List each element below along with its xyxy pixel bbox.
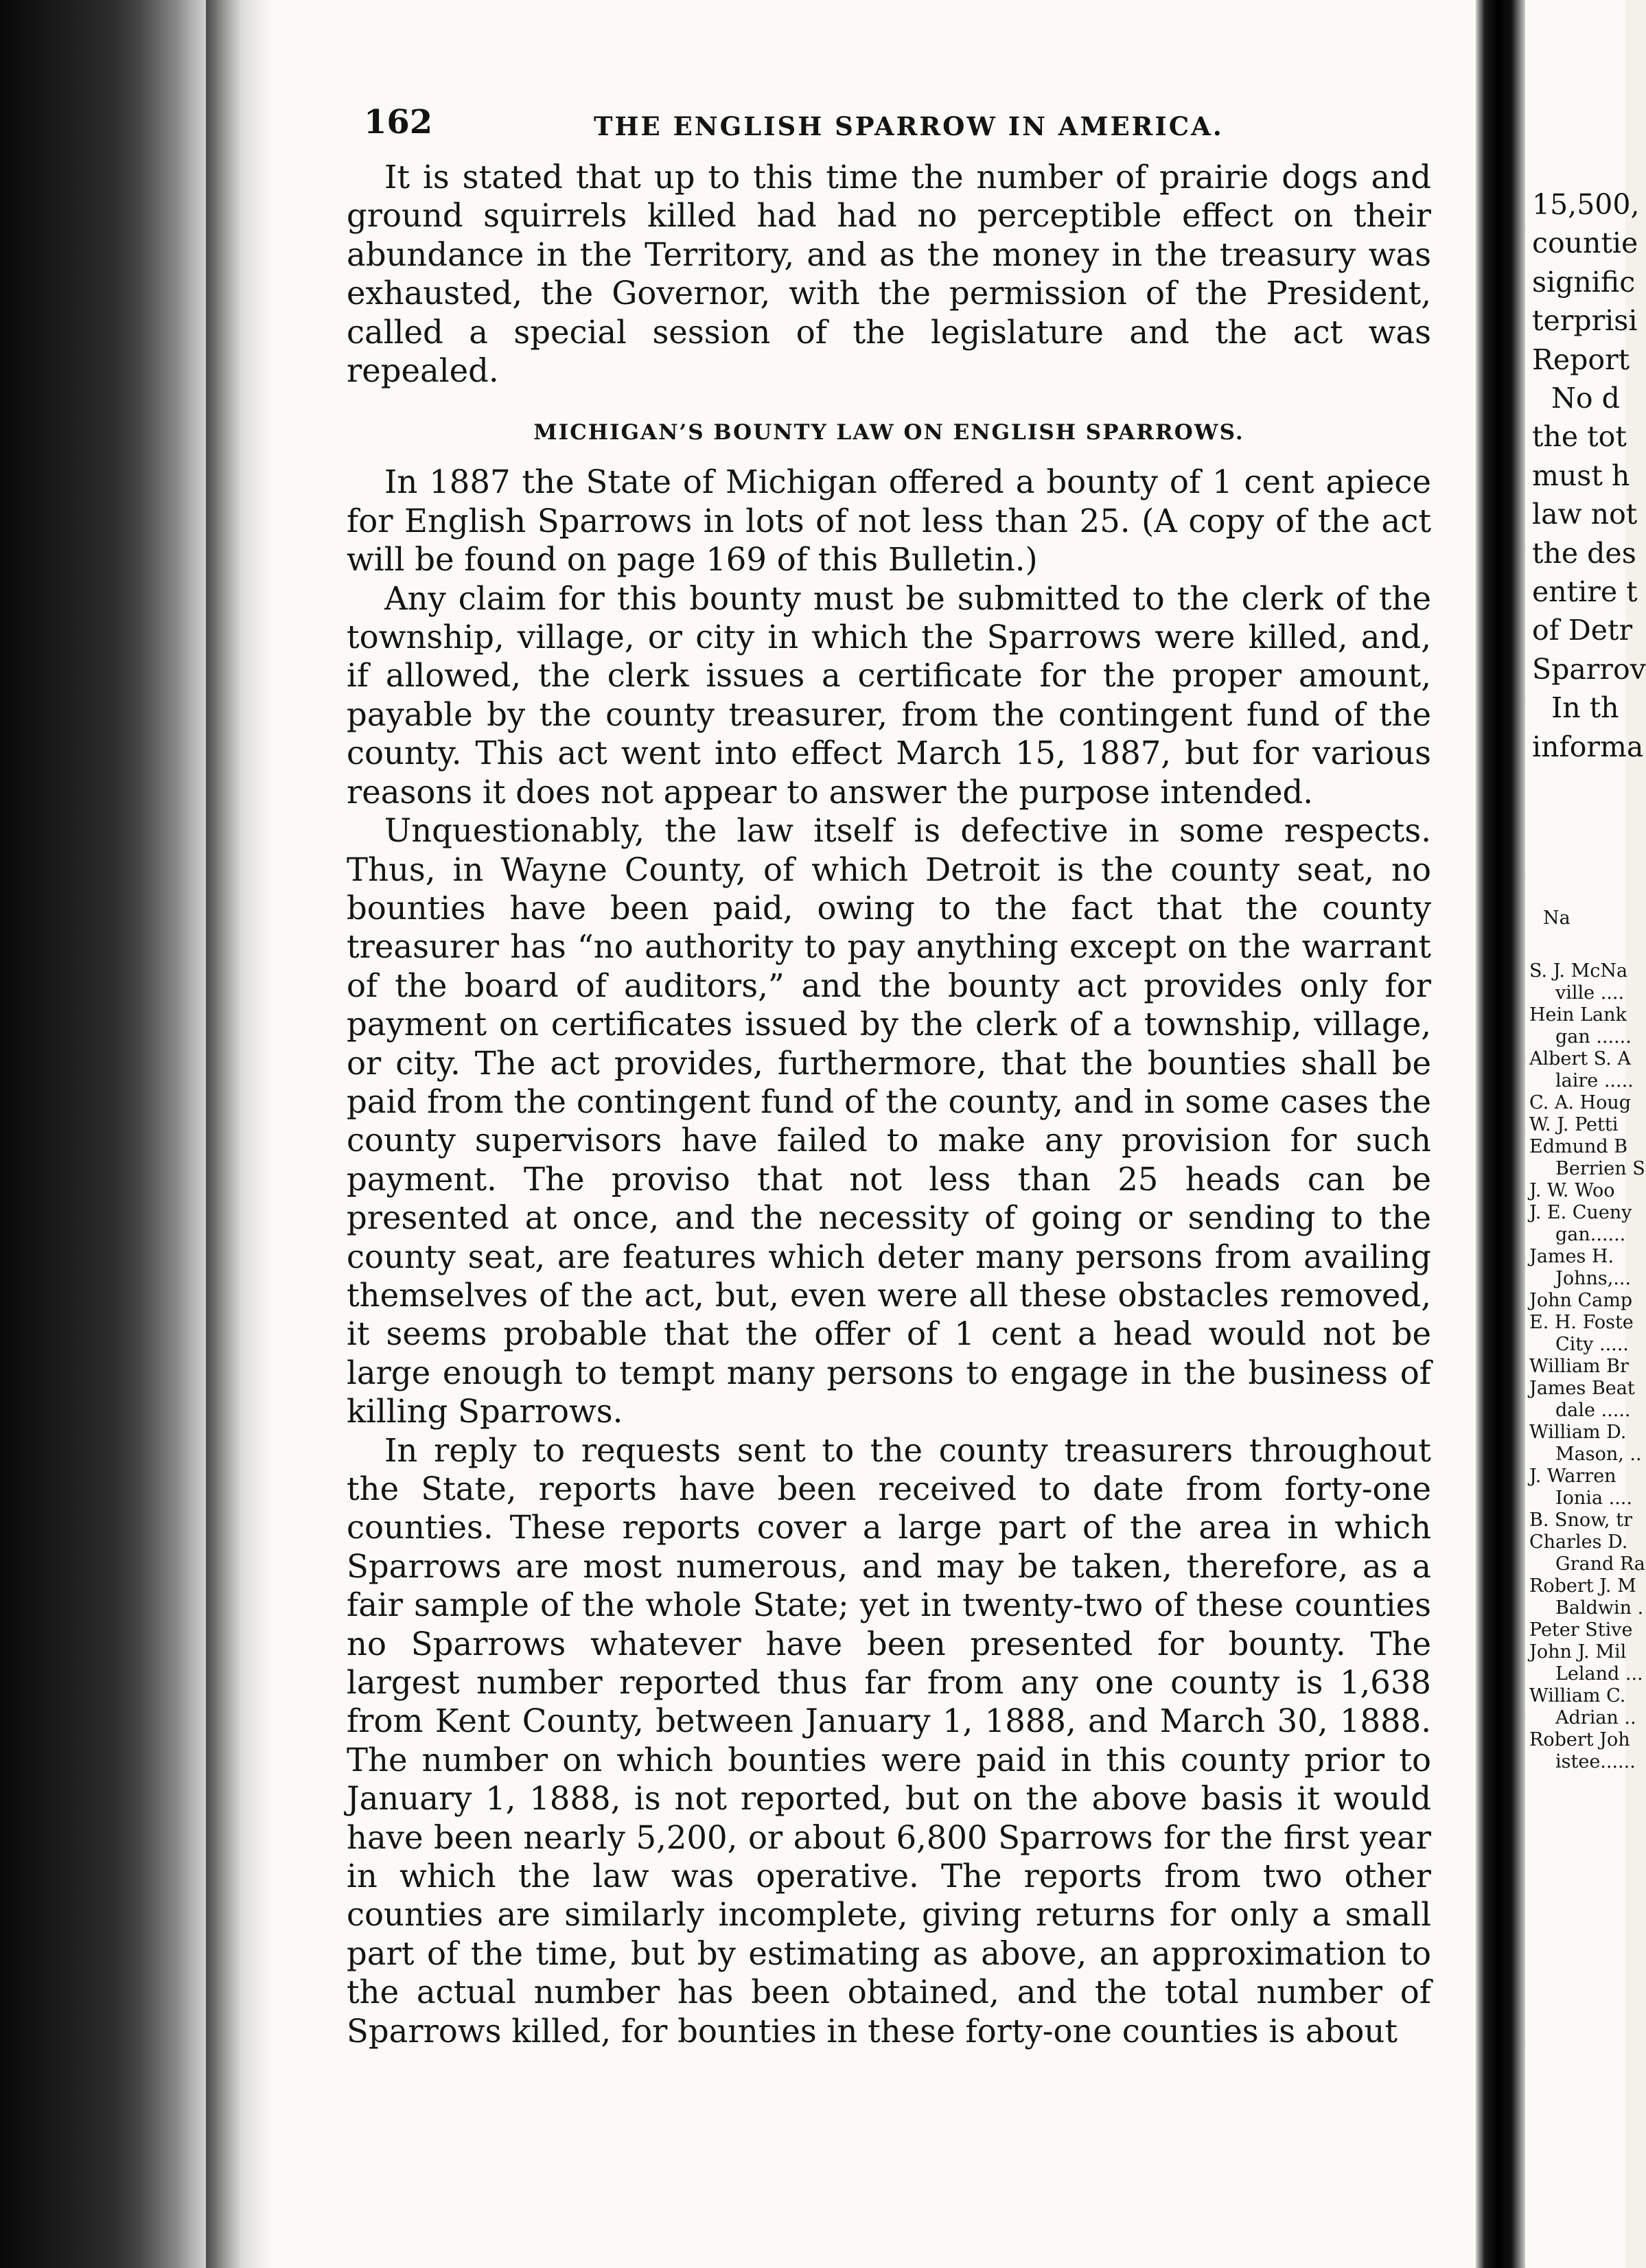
table-row-continuation: Berrien S <box>1555 1158 1645 1179</box>
table-row: B. Snow, tr <box>1529 1509 1632 1531</box>
table-row: W. J. Petti <box>1529 1114 1619 1135</box>
right-page-line: entire t <box>1532 575 1638 609</box>
table-row: S. J. McNa <box>1529 960 1628 982</box>
table-row: William Br <box>1529 1356 1629 1377</box>
table-row: Edmund B <box>1529 1136 1628 1157</box>
right-page-line: No d <box>1551 382 1620 415</box>
table-row: Robert J. M <box>1529 1575 1636 1597</box>
page-number: 162 <box>364 103 433 141</box>
table-row-continuation: Ionia .... <box>1555 1488 1632 1509</box>
table-row: John Camp <box>1529 1290 1633 1311</box>
table-body <box>1529 960 1645 1773</box>
table-row-continuation: Leland ... <box>1555 1663 1643 1685</box>
table-row: E. H. Foste <box>1529 1312 1634 1333</box>
right-page-line: Sparrov <box>1532 652 1646 686</box>
table-row-continuation: gan...... <box>1555 1224 1626 1245</box>
right-page-line: Report <box>1532 343 1630 376</box>
right-page-line: law not <box>1532 498 1638 531</box>
table-row-continuation: Adrian .. <box>1555 1707 1636 1728</box>
table-row: James H. <box>1529 1246 1614 1267</box>
paragraph-4: In reply to requests sent to the county treasurers throughout the State, reports have been received to date from forty-one counties. These reports cover a large part of the area in which Sparrows are most numerous, and may be taken, therefore, as a fair sample of the whole State; yet in twenty-two of these counties no Sparrows whatever have been presented for bounty. The largest number reported thus far from any one county is 1,638 from Kent County, between January 1, 1888, and March 30, 1888. The number on which bounties were paid in this county prior to January 1, 1888, is not reported, but on the above basis it would have been nearly 5,200, or about 6,800 Sparrows for the first year in which the law was operative. The reports from two other counties are similarly incomplete, giving returns for only a small part of the time, but by estimating as above, an approximation to the actual number has been obtained, and the total number of Sparrows killed, for bounties in these forty-one counties is about <box>347 1431 1431 2050</box>
right-page-line: the tot <box>1532 420 1627 454</box>
table-row: John J. Mil <box>1529 1641 1627 1663</box>
running-head <box>347 96 1431 155</box>
table-row: Peter Stive <box>1529 1619 1633 1641</box>
table-header: Na <box>1543 907 1570 929</box>
right-page-line: signific <box>1532 265 1636 299</box>
section-heading: MICHIGAN’S BOUNTY LAW ON ENGLISH SPARROWS. <box>533 420 1244 445</box>
binding-shadow <box>206 0 271 2268</box>
paragraph-3: Unquestionably, the law itself is defective in some respects. Thus, in Wayne County, of which Detroit is the county seat, no bounties have been paid, owing to the fact that the county treasurer has “no authority to pay anything except on the warrant of the board of auditors,” and the bounty act provides only for payment on certificates issued by the clerk of a township, village, or city. The act provides, furthermore, that the bounties shall be paid from the contingent fund of the county, and in some cases the county supervisors have failed to make any provision for such payment. The proviso that not less than 25 heads can be presented at once, and the necessity of going or sending to the county seat, are features which deter many persons from availing themselves of the act, but, even were all these obstacles removed, it seems probable that the offer of 1 cent a head would not be large enough to tempt many persons to engage in the business of killing Sparrows. <box>347 812 1431 1431</box>
table-row-continuation: laire ..... <box>1555 1070 1634 1091</box>
right-page-line: the des <box>1532 536 1636 570</box>
intro-paragraph: It is stated that up to this time the number of prairie dogs and ground squirrels killed had had no perceptible effect on their abundance in the Territory, and as the money in the treasury was exhausted, the Governor, with the permission of the President, called a special session of the legislature and the act was repealed. <box>347 159 1431 390</box>
table-row-continuation: City ..... <box>1555 1334 1629 1355</box>
table-row: J. W. Woo <box>1529 1180 1615 1201</box>
table-row: Albert S. A <box>1529 1048 1631 1069</box>
right-page-line: of Detr <box>1532 614 1633 647</box>
table-row: J. Warren <box>1529 1466 1616 1487</box>
table-row: William C. <box>1529 1685 1626 1706</box>
table-row: C. A. Houg <box>1529 1092 1631 1113</box>
book-binding-edge <box>0 0 227 2268</box>
right-page-line: informa <box>1532 730 1644 763</box>
page-gutter <box>1476 0 1525 2268</box>
table-row-continuation: ville .... <box>1555 982 1625 1004</box>
table-row: James Beat <box>1529 1378 1635 1399</box>
paragraph-1: In 1887 the State of Michigan offered a bounty of 1 cent apiece for English Sparrows in lots of not less than 25. (A copy of the act will be found on page 169 of this Bulletin.) <box>347 463 1431 579</box>
right-page-text <box>1532 185 1646 766</box>
table-row-continuation: Mason, .. <box>1555 1444 1642 1465</box>
right-page-line: In th <box>1551 691 1619 725</box>
table-row: William D. <box>1529 1422 1627 1443</box>
table-row-continuation: gan ...... <box>1555 1026 1632 1048</box>
right-page-line: terprisi <box>1532 304 1638 338</box>
right-page-line: 15,500, <box>1532 188 1640 221</box>
table-row: J. E. Cueny <box>1529 1202 1632 1223</box>
table-row: Hein Lank <box>1529 1004 1627 1026</box>
table-row-continuation: Baldwin . <box>1555 1597 1644 1619</box>
table-row-continuation: istee...... <box>1555 1751 1636 1772</box>
right-page-line: must h <box>1532 459 1630 492</box>
paragraph-2: Any claim for this bounty must be submitted to the clerk of the township, village, or city in which the Sparrows were killed, and, if allowed, the clerk issues a certificate for the proper amount, payable by the county treasurer, from the contingent fund of the county. This act went into effect March 15, 1887, but for various reasons it does not appear to answer the purpose intended. <box>347 579 1431 811</box>
table-row-continuation: Grand Ra <box>1555 1553 1645 1575</box>
right-page-line: countie <box>1532 227 1638 260</box>
right-page-table <box>1529 907 1645 1773</box>
table-row-continuation: Johns,... <box>1555 1268 1632 1289</box>
table-row: Robert Joh <box>1529 1729 1630 1750</box>
running-title: THE ENGLISH SPARROW IN AMERICA. <box>594 111 1224 141</box>
table-row-continuation: dale ..... <box>1555 1400 1631 1421</box>
table-row: Charles D. <box>1529 1531 1628 1553</box>
right-page-fragment <box>1525 0 1646 2268</box>
left-page <box>347 96 1431 2155</box>
